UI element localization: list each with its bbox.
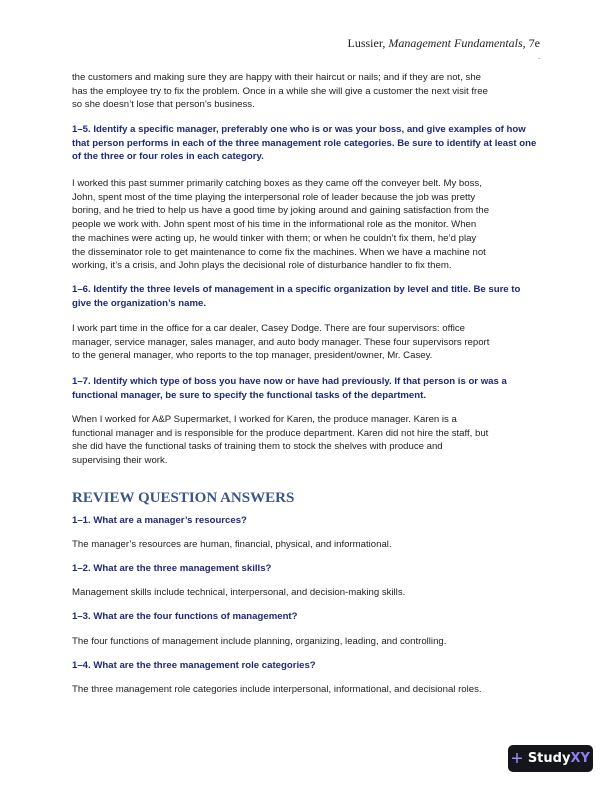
paragraph: the customers and making sure they are happy with their haircut or nails; and if they are not, she has the employee try to fix the problem. Once in a while she will give a customer the next visit free so she doesn’t lose that person’s business. [72, 72, 488, 111]
review-question: 1–1. What are a manager’s resources? [72, 515, 247, 526]
logo-brand-accent: XY [570, 751, 590, 766]
paragraph: When I worked for A&P Supermarket, I worked for Karen, the produce manager. Karen is a functional manager and is responsible for the produce department. Karen did not hire the staff, but she did have the functional tasks of training them to stock the shelves with produce and supervising their work. [72, 414, 489, 467]
running-header [348, 36, 541, 51]
header-book-title: Management Fundamentals, [388, 36, 526, 50]
header-dot: . [538, 52, 541, 61]
review-question: 1–3. What are the four functions of management? [72, 611, 298, 622]
review-answer: The three management role categories include interpersonal, informational, and decisional roles. [72, 684, 482, 695]
question-heading: 1–5. Identify a specific manager, preferably one who is or was your boss, and give examples of how that person performs in each of the three management role categories. Be sure to identify at least one of the three or four roles in each category. [72, 124, 537, 163]
review-question: 1–2. What are the three management skills? [72, 563, 272, 574]
logo-text [528, 751, 590, 766]
section-title: REVIEW QUESTION ANSWERS [72, 490, 295, 506]
header-edition: 7e [525, 36, 540, 50]
review-answer: The manager’s resources are human, financial, physical, and informational. [72, 539, 392, 550]
review-question: 1–4. What are the three management role categories? [72, 660, 316, 671]
review-answer: Management skills include technical, interpersonal, and decision-making skills. [72, 587, 406, 598]
review-answer: The four functions of management include planning, organizing, leading, and controlling. [72, 636, 447, 647]
question-heading: 1–6. Identify the three levels of management in a specific organization by level and title. Be sure to give the organization’s name. [72, 284, 521, 309]
question-heading: 1–7. Identify which type of boss you have now or have had previously. If that person is or was a functional manager, be sure to specify the functional tasks of the department. [72, 376, 507, 401]
studyxy-logo[interactable] [508, 745, 593, 772]
plus-icon: + [511, 747, 523, 770]
header-author: Lussier, [347, 36, 389, 50]
logo-brand: Study [527, 751, 571, 766]
paragraph: I worked this past summer primarily catching boxes as they came off the conveyer belt. My boss, John, spent most of the time playing the interpersonal role of leader because the job was pretty boring, and he tried to help us have a good time by joking around and gaining satisfaction from the people we work with. John spent most of his time in the informational role as the monitor. When the machines were acting up, he would tinker with them; or when he couldn’t fix them, he’d play the disseminator role to get maintenance to come fix the machines. When we have a machine not working, it’s a crisis, and John plays the decisional role of disturbance handler to fix them. [72, 178, 490, 272]
paragraph: I work part time in the office for a car dealer, Casey Dodge. There are four supervisors: office manager, service manager, sales manager, and auto body manager. These four supervisors report to the general manager, who reports to the top manager, president/owner, Mr. Casey. [72, 323, 490, 362]
